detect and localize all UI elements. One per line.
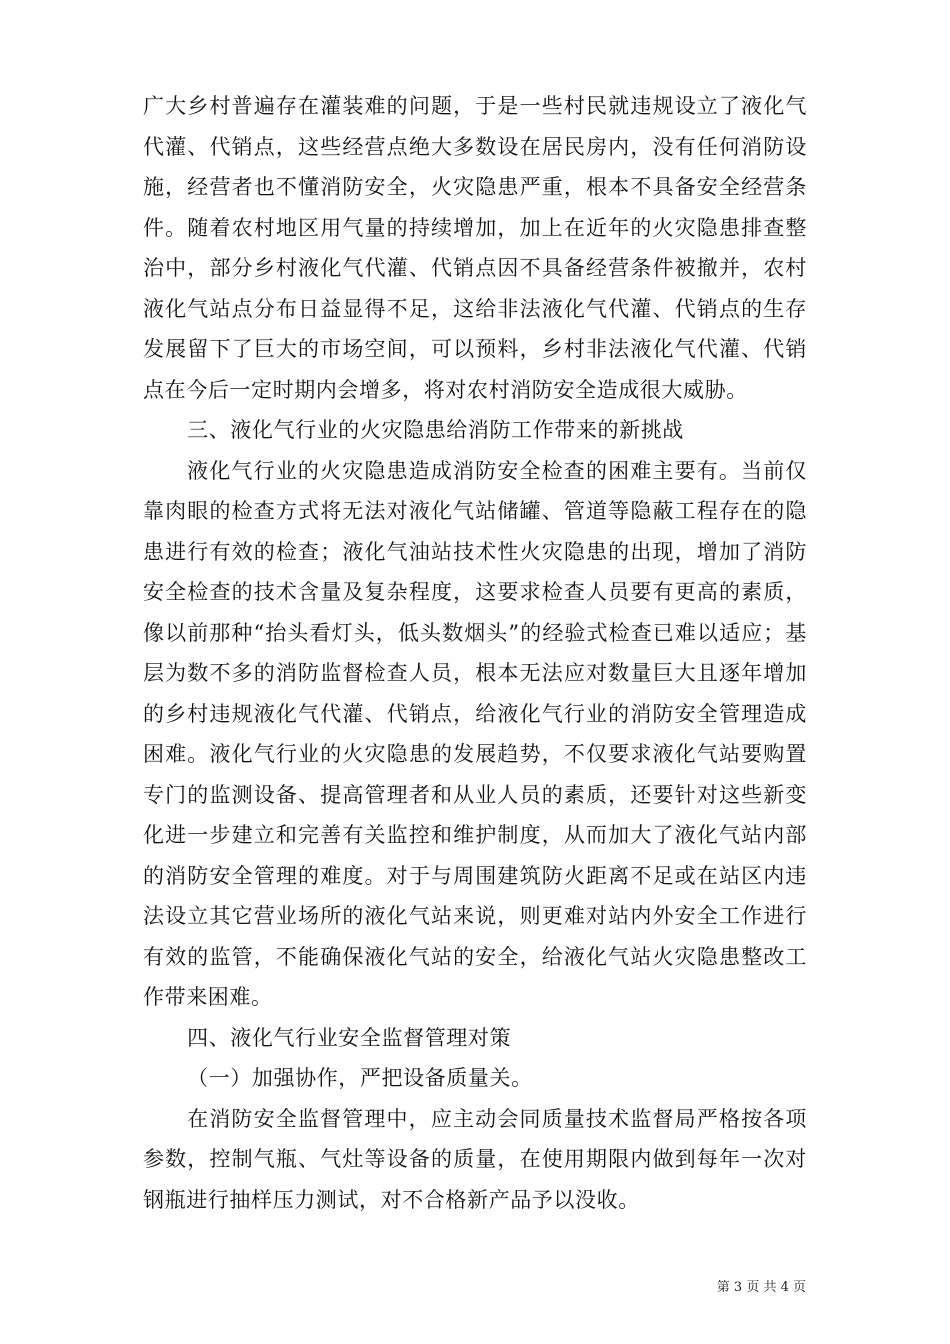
paragraph-challenges: 液化气行业的火灾隐患造成消防安全检查的困难主要有。当前仅靠肉眼的检查方式将无法对液化气站储罐、管道等隐蔽工程存在的隐患进行有效的检查；液化气油站技术性火灾隐患的出现，增加了消防安全检查的技术含量及复杂程度，这要求检查人员要有更高的素质，像以前那种“抬头看灯头，低头数烟头”的经验式检查已难以适应；基层为数不多的消防监督检查人员，根本无法应对数量巨大且逐年增加的乡村违规液化气代灌、代销点，给液化气行业的消防安全管理造成困难。液化气行业的火灾隐患的发展趋势，不仅要求液化气站要购置专门的监测设备、提高管理者和从业人员的素质，还要针对这些新变化进一步建立和完善有关监控和维护制度，从而加大了液化气站内部的消防安全管理的难度。对于与周围建筑防火距离不足或在站区内违法设立其它营业场所的液化气站来说，则更难对站内外安全工作进行有效的监管，不能确保液化气站的安全，给液化气站火灾隐患整改工作带来困难。 xyxy=(143,458,807,1009)
paragraph-continuation: 广大乡村普遍存在灌装难的问题，于是一些村民就违规设立了液化气代灌、代销点，这些经营点绝大多数设在居民房内，没有任何消防设施，经营者也不懂消防安全，火灾隐患严重，根本不具备安全经营条件。随着农村地区用气量的持续增加，加上在近年的火灾隐患排查整治中，部分乡村液化气代灌、代销点因不具备经营条件被撤并，农村液化气站点分布日益显得不足，这给非法液化气代灌、代销点的生存发展留下了巨大的市场空间，可以预料，乡村非法液化气代灌、代销点在今后一定时期内会增多，将对农村消防安全造成很大威胁。 xyxy=(143,94,807,402)
paragraph-quality-control: 在消防安全监督管理中，应主动会同质量技术监督局严格按各项参数，控制气瓶、气灶等设备的质量，在使用期限内做到每年一次对钢瓶进行抽样压力测试，对不合格新产品予以没收。 xyxy=(143,1106,807,1212)
section-heading-3: 三、液化气行业的火灾隐患给消防工作带来的新挑战 xyxy=(187,418,684,442)
document-body xyxy=(143,86,807,1220)
page-number-footer: 第 3 页 共 4 页 xyxy=(716,1280,806,1295)
subsection-heading-1: （一）加强协作，严把设备质量关。 xyxy=(187,1066,533,1090)
section-heading-4: 四、液化气行业安全监督管理对策 xyxy=(187,1025,512,1050)
